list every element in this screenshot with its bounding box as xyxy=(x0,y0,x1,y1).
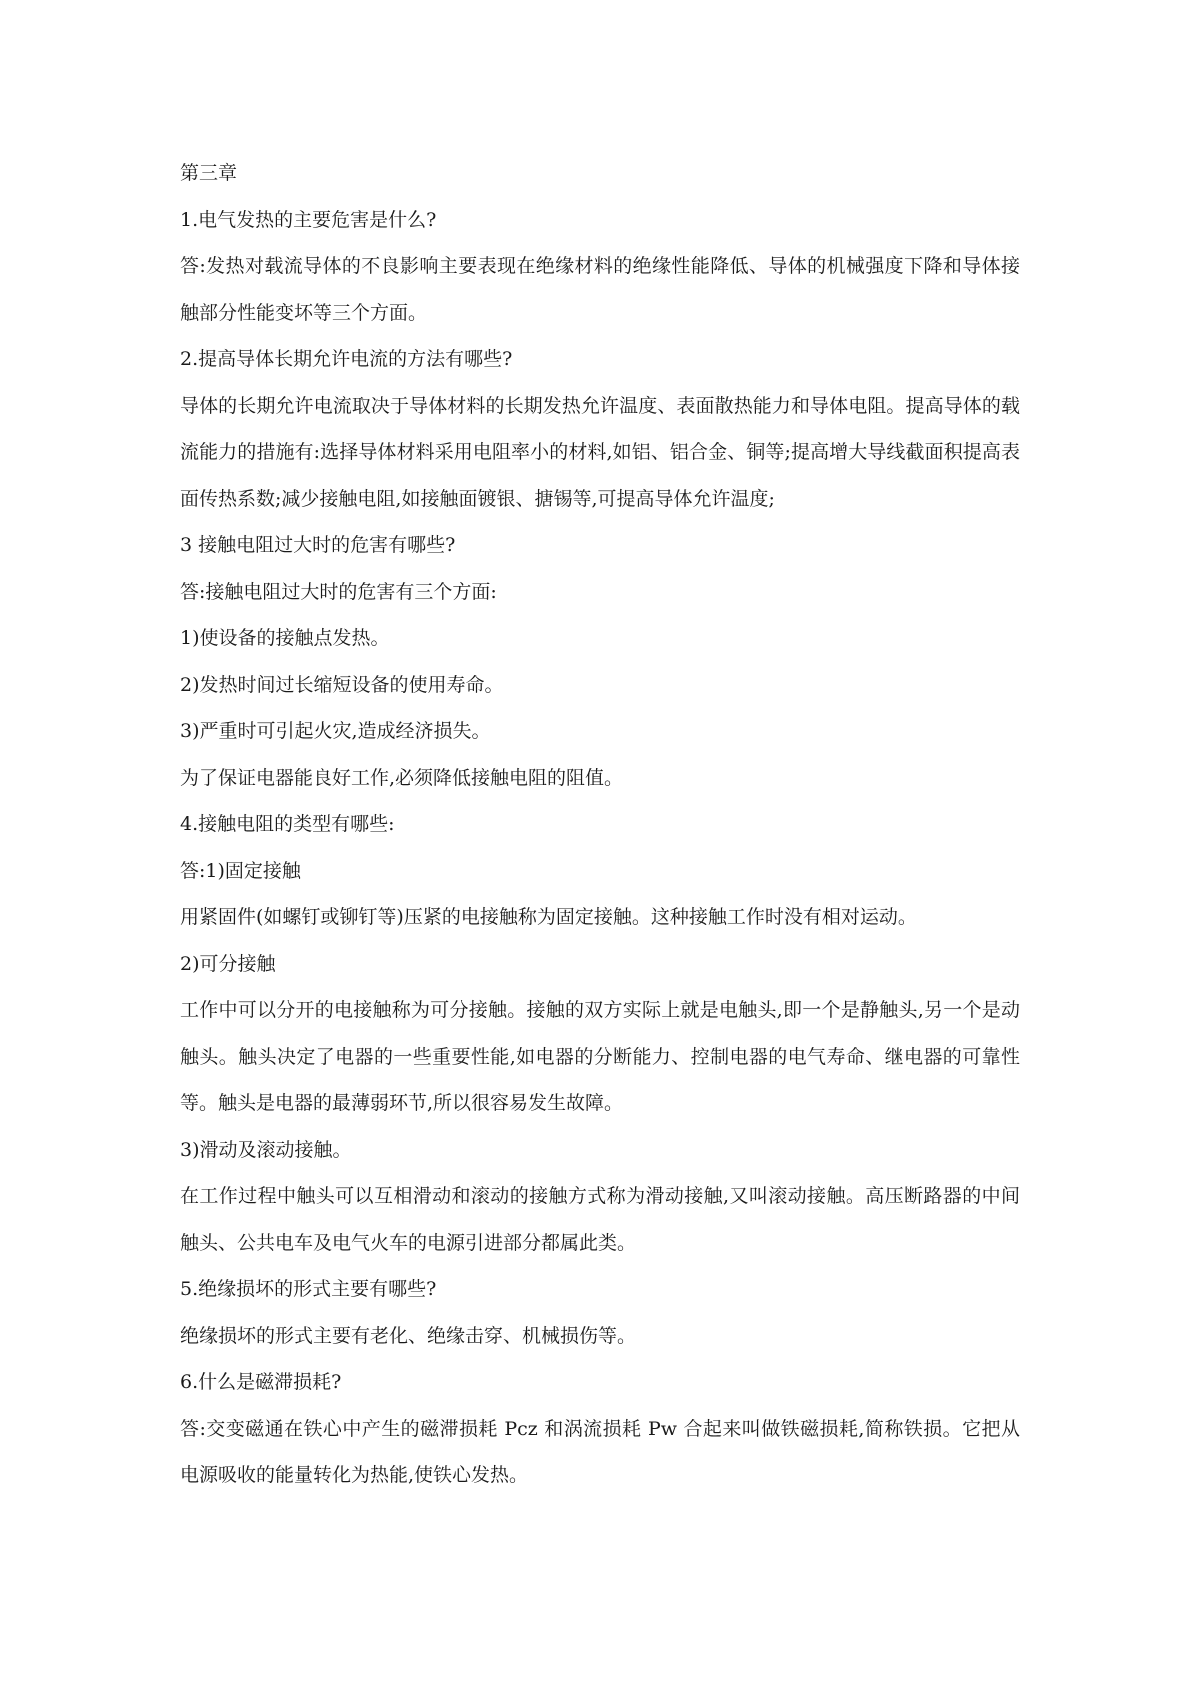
question-6: 6.什么是磁滞损耗? xyxy=(180,1371,342,1393)
answer-3-item-3: 3)严重时可引起火灾,造成经济损失。 xyxy=(180,720,491,742)
question-4: 4.接触电阻的类型有哪些: xyxy=(180,813,395,835)
question-5: 5.绝缘损坏的形式主要有哪些? xyxy=(180,1278,437,1300)
answer-3-intro: 答:接触电阻过大时的危害有三个方面: xyxy=(180,580,497,603)
answer-3-item-2: 2)发热时间过长缩短设备的使用寿命。 xyxy=(180,673,504,696)
answer-4-item-2-body: 工作中可以分开的电接触称为可分接触。接触的双方实际上就是电触头,即一个是静触头,另一个是动触头。触头决定了电器的一些重要性能,如电器的分断能力、控制电器的电气寿命、继电器的可靠性等。触头是电器的最薄弱环节,所以很容易发生故障。 xyxy=(180,999,1020,1114)
chapter-title: 第三章 xyxy=(180,162,238,184)
answer-4-item-2-title: 2)可分接触 xyxy=(180,952,276,975)
question-3: 3 接触电阻过大时的危害有哪些? xyxy=(180,534,456,556)
answer-2: 导体的长期允许电流取决于导体材料的长期发热允许温度、表面散热能力和导体电阻。提高导体的载流能力的措施有:选择导体材料采用电阻率小的材料,如铝、铝合金、铜等;提高增大导线截面积提高表面传热系数;减少接触电阻,如接触面镀银、搪锡等,可提高导体允许温度; xyxy=(180,394,1020,510)
answer-4-item-3-body: 在工作过程中触头可以互相滑动和滚动的接触方式称为滑动接触,又叫滚动接触。高压断路器的中间触头、公共电车及电气火车的电源引进部分都属此类。 xyxy=(180,1185,1020,1254)
answer-4-item-3-title: 3)滑动及滚动接触。 xyxy=(180,1138,352,1161)
answer-4-item-1-title: 答:1)固定接触 xyxy=(180,859,301,882)
answer-3-item-1: 1)使设备的接触点发热。 xyxy=(180,627,390,649)
answer-3-conclusion: 为了保证电器能良好工作,必须降低接触电阻的阻值。 xyxy=(180,766,624,789)
answer-6: 答:交变磁通在铁心中产生的磁滞损耗 Pcz 和涡流损耗 Pw 合起来叫做铁磁损耗,简称铁损。它把从电源吸收的能量转化为热能,使铁心发热。 xyxy=(180,1417,1020,1486)
document-body xyxy=(180,150,1020,1499)
question-1: 1.电气发热的主要危害是什么? xyxy=(180,208,437,231)
answer-4-item-1-body: 用紧固件(如螺钉或铆钉等)压紧的电接触称为固定接触。这种接触工作时没有相对运动。 xyxy=(180,906,917,928)
answer-1: 答:发热对载流导体的不良影响主要表现在绝缘材料的绝缘性能降低、导体的机械强度下降和导体接触部分性能变坏等三个方面。 xyxy=(180,255,1020,324)
question-2: 2.提高导体长期允许电流的方法有哪些? xyxy=(180,348,513,370)
answer-5: 绝缘损坏的形式主要有老化、绝缘击穿、机械损伤等。 xyxy=(180,1324,637,1347)
